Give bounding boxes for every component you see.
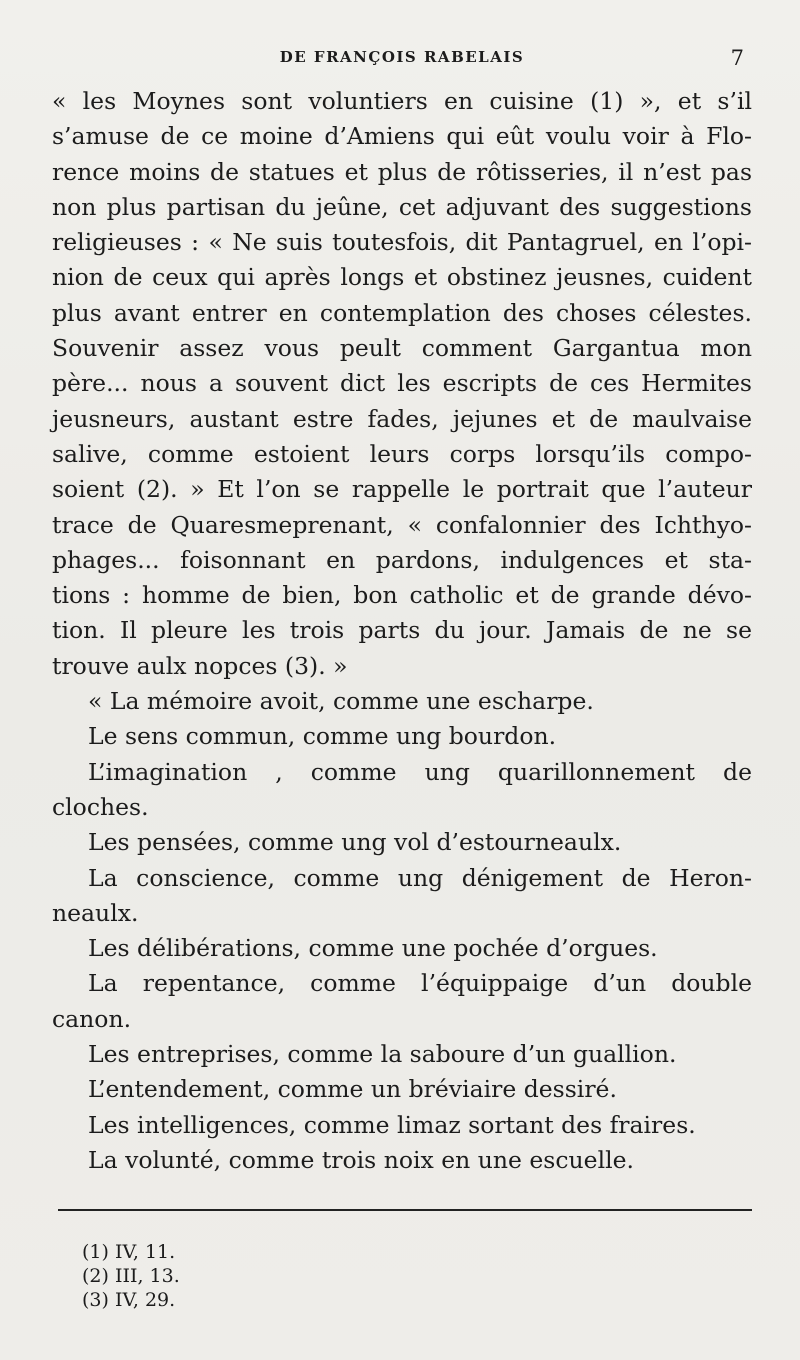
text-line: nion de ceux qui après longs et obstinez jeusnes, cuident xyxy=(52,263,752,292)
text-line: salive, comme estoient leurs corps lorsqu’ils compo- xyxy=(52,439,752,468)
verse-line: « La mémoire avoit, comme une escharpe. xyxy=(88,687,594,716)
text-line: plus avant entrer en contemplation des choses célestes. xyxy=(52,298,752,327)
verse-line: Les entreprises, comme la saboure d’un guallion. xyxy=(88,1040,677,1069)
text-line: non plus partisan du jeûne, cet adjuvant des suggestions xyxy=(52,192,752,221)
text-line: « les Moynes sont voluntiers en cuisine (1) », et s’il xyxy=(52,87,752,115)
verse-line: Les délibérations, comme une pochée d’orgues. xyxy=(88,934,658,963)
footnote: (1) IV, 11. xyxy=(82,1241,176,1263)
verse-continuation: cloches. xyxy=(52,792,149,821)
verse-line: Les pensées, comme ung vol d’estourneaulx. xyxy=(88,828,622,857)
verse-continuation: neaulx. xyxy=(52,898,139,927)
text-line: tion. Il pleure les trois parts du jour. Jamais de ne se xyxy=(52,616,752,645)
running-head xyxy=(52,48,752,72)
verse-line: La repentance, comme l’équippaige d’un double xyxy=(88,969,752,998)
verse-continuation: canon. xyxy=(52,1004,132,1033)
text-line: phages... foisonnant en pardons, indulgences et sta- xyxy=(52,545,752,574)
text-line: s’amuse de ce moine d’Amiens qui eût voulu voir à Flo- xyxy=(52,122,752,151)
footnotes xyxy=(82,1240,482,1312)
footnote-divider xyxy=(58,1209,752,1211)
body-text xyxy=(52,84,752,1178)
text-line: Souvenir assez vous peult comment Gargantua mon xyxy=(52,334,752,363)
text-line: père... nous a souvent dict les escripts de ces Hermites xyxy=(52,369,752,398)
verse-line: Le sens commun, comme ung bourdon. xyxy=(88,722,557,751)
text-line: trouve aulx nopces (3). » xyxy=(52,651,348,680)
text-line: religieuses : « Ne suis toutesfois, dit Pantagruel, en l’opi- xyxy=(52,228,752,257)
page-number: 7 xyxy=(730,46,744,70)
verse-line: L’imagination , comme ung quarillonnement de xyxy=(88,757,752,786)
footnote: (2) III, 13. xyxy=(82,1265,180,1287)
verse-line: Les intelligences, comme limaz sortant des fraires. xyxy=(88,1110,696,1139)
verse-line: La volunté, comme trois noix en une escuelle. xyxy=(88,1145,634,1174)
text-line: jeusneurs, austant estre fades, jejunes et de maulvaise xyxy=(52,404,752,433)
text-line: soient (2). » Et l’on se rappelle le portrait que l’auteur xyxy=(52,475,752,504)
running-title: DE FRANÇOIS RABELAIS xyxy=(279,48,525,66)
text-line: rence moins de statues et plus de rôtisseries, il n’est pas xyxy=(52,157,752,186)
verse-line: La conscience, comme ung dénigement de Heron- xyxy=(88,863,752,892)
text-line: trace de Quaresmeprenant, « confalonnier des Ichthyo- xyxy=(52,510,752,539)
verse-line: L’entendement, comme un bréviaire dessiré. xyxy=(88,1075,617,1104)
text-line: tions : homme de bien, bon catholic et de grande dévo- xyxy=(52,581,752,610)
footnote: (3) IV, 29. xyxy=(82,1289,176,1311)
